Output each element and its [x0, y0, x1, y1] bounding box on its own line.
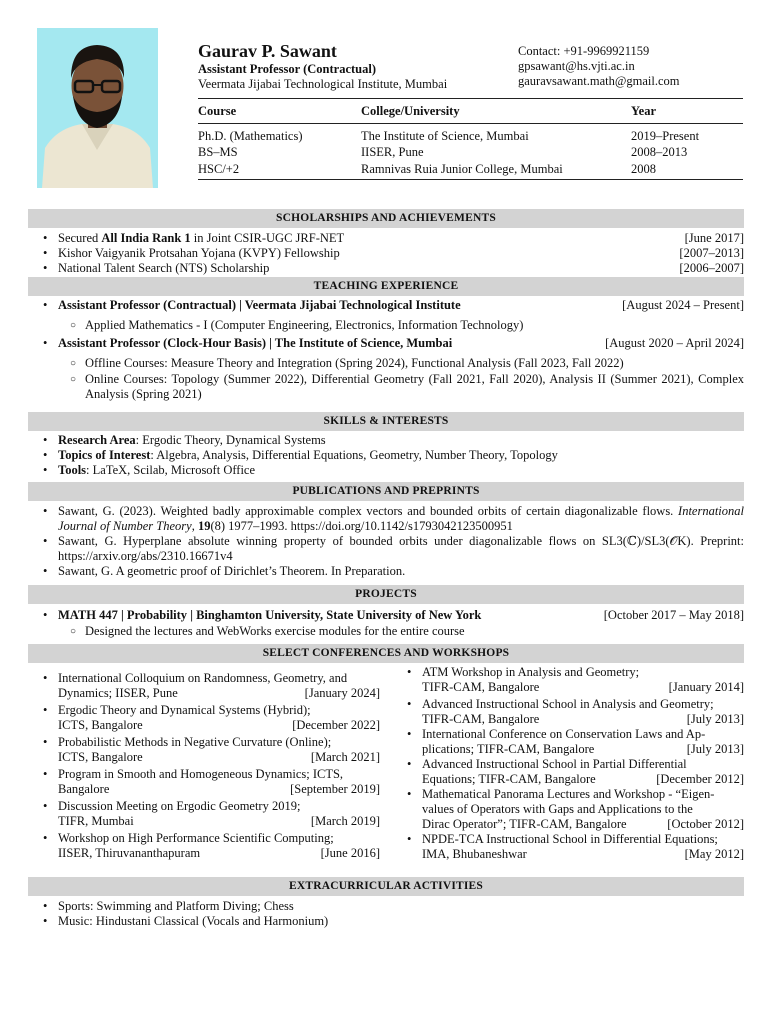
skills-section: [28, 412, 744, 478]
table-cell: The Institute of Science, Mumbai: [361, 128, 529, 143]
list-item: ○ Applied Mathematics - I (Computer Engineering, Electronics, Information Technology): [28, 318, 744, 333]
list-item: • Sports: Swimming and Platform Diving; Chess: [28, 899, 744, 914]
table-cell: IISER, Pune: [361, 145, 424, 159]
date-label: [2006–2007]: [679, 261, 744, 275]
date-label: [August 2020 – April 2024]: [605, 336, 744, 350]
list-item: • Advanced Instructional School in Partial Differential Equations; TIFR-CAM, Bangalore [December 2012]: [392, 757, 744, 787]
column-header: Course: [198, 104, 237, 118]
list-item: • Program in Smooth and Homogeneous Dynamics; ICTS, Bangalore [September 2019]: [28, 767, 380, 797]
table-cell: Ramnivas Ruia Junior College, Mumbai: [361, 161, 563, 176]
date-label: [2007–2013]: [679, 246, 744, 260]
list-item: • Probabilistic Methods in Negative Curvature (Online); ICTS, Bangalore [March 2021]: [28, 735, 380, 765]
table-cell: BS–MS: [198, 145, 238, 159]
list-item: ○ Online Courses: Topology (Summer 2022), Differential Geometry (Fall 2021, Fall 2020), Analysis II (Summer 2021), Complex Analysis (Spring 2021): [28, 372, 744, 402]
job-title: Assistant Professor (Contractual): [198, 62, 376, 76]
section-title: TEACHING EXPERIENCE: [28, 277, 744, 296]
list-item: • Advanced Instructional School in Analysis and Geometry; TIFR-CAM, Bangalore [July 2013]: [392, 697, 744, 727]
table-cell: Ph.D. (Mathematics): [198, 128, 303, 143]
email-primary[interactable]: gpsawant@hs.vjti.ac.in: [518, 59, 635, 73]
list-item: • MATH 447 | Probability | Binghamton University, State University of New York [October 2017 – May 2018]: [28, 608, 744, 623]
list-item: • Music: Hindustani Classical (Vocals and Harmonium): [28, 914, 744, 929]
list-item: ○ Offline Courses: Measure Theory and Integration (Spring 2024), Functional Analysis (Fall 2023, Fall 2022): [28, 356, 744, 371]
list-item: • Sawant, G. (2023). Weighted badly approximable complex vectors and bounded orbits of certain diagonalizable flows. International Journal of Number Theory, 19(8) 1977–1993. https://doi.org/10.1142/s1793042123500951: [28, 504, 744, 534]
person-name: Gaurav P. Sawant: [198, 41, 337, 61]
list-item: • Topics of Interest: Algebra, Analysis, Differential Equations, Geometry, Number Theory, Topology: [28, 448, 744, 463]
section-title: PROJECTS: [28, 585, 744, 604]
column-header: College/University: [361, 104, 460, 118]
list-item: • Kishor Vaigyanik Protsahan Yojana (KVPY) Fellowship [2007–2013]: [28, 246, 744, 261]
list-item: • ATM Workshop in Analysis and Geometry; TIFR-CAM, Bangalore [January 2014]: [392, 665, 744, 695]
list-item: ○ Designed the lectures and WebWorks exercise modules for the entire course: [28, 624, 744, 639]
scholarships-section: [28, 209, 744, 276]
conferences-left-column: [28, 671, 380, 864]
section-title: PUBLICATIONS AND PREPRINTS: [28, 482, 744, 501]
teaching-section: [28, 277, 744, 402]
date-label: [June 2017]: [684, 231, 744, 245]
person-portrait-icon: [37, 28, 158, 188]
table-cell: 2008–2013: [631, 145, 688, 159]
list-item: • Sawant, G. A geometric proof of Dirichlet’s Theorem. In Preparation.: [28, 564, 744, 579]
date-label: [October 2017 – May 2018]: [603, 608, 744, 622]
conferences-section: [28, 644, 744, 864]
education-table: [198, 98, 743, 180]
publications-section: [28, 482, 744, 579]
projects-section: [28, 585, 744, 639]
list-item: • Discussion Meeting on Ergodic Geometry 2019; TIFR, Mumbai [March 2019]: [28, 799, 380, 829]
table-row: [198, 144, 743, 161]
header: [198, 40, 743, 180]
table-row: [198, 161, 743, 178]
section-title: EXTRACURRICULAR ACTIVITIES: [28, 877, 744, 896]
list-item: • Mathematical Panorama Lectures and Workshop - “Eigen- values of Operators with Gaps and Applications to the Dirac Operator”; TIFR-CAM, Bangalore [October 2012]: [392, 787, 744, 832]
list-item: • Assistant Professor (Clock-Hour Basis) | The Institute of Science, Mumbai [August 2020 – April 2024]: [28, 336, 744, 351]
profile-photo: [37, 28, 158, 188]
section-title: SCHOLARSHIPS AND ACHIEVEMENTS: [28, 209, 744, 228]
list-item: • International Conference on Conservation Laws and Ap- plications; TIFR-CAM, Bangalore [July 2013]: [392, 727, 744, 757]
extracurricular-section: [28, 877, 744, 929]
table-cell: 2019–Present: [631, 128, 700, 143]
list-item: • NPDE-TCA Instructional School in Differential Equations; IMA, Bhubaneshwar [May 2012]: [392, 832, 744, 862]
email-secondary[interactable]: gauravsawant.math@gmail.com: [518, 74, 680, 88]
list-item: • Research Area: Ergodic Theory, Dynamical Systems: [28, 433, 744, 448]
list-item: • National Talent Search (NTS) Scholarship [2006–2007]: [28, 261, 744, 276]
list-item: • International Colloquium on Randomness, Geometry, and Dynamics; IISER, Pune [January 2024]: [28, 671, 380, 701]
contact-phone: Contact: +91-9969921159: [518, 44, 650, 58]
list-item: • Ergodic Theory and Dynamical Systems (Hybrid); ICTS, Bangalore [December 2022]: [28, 703, 380, 733]
table-row: [198, 128, 743, 145]
conferences-right-column: [392, 665, 744, 864]
education-header-row: [198, 99, 743, 123]
list-item: • Secured All India Rank 1 in Joint CSIR-UGC JRF-NET [June 2017]: [28, 231, 744, 246]
column-header: Year: [631, 104, 656, 118]
list-item: • Assistant Professor (Contractual) | Veermata Jijabai Technological Institute [August 2024 – Present]: [28, 298, 744, 313]
list-item: • Tools: LaTeX, Scilab, Microsoft Office: [28, 463, 744, 478]
institute: Veermata Jijabai Technological Institute, Mumbai: [198, 77, 448, 91]
section-title: SKILLS & INTERESTS: [28, 412, 744, 431]
table-cell: HSC/+2: [198, 161, 240, 176]
date-label: [August 2024 – Present]: [622, 298, 744, 312]
list-item: • Sawant, G. Hyperplane absolute winning property of bounded orbits under diagonalizable flows on SL3(ℂ)/SL3(𝒪K). Preprint: https://arxiv.org/abs/2310.16671v4: [28, 534, 744, 564]
list-item: • Workshop on High Performance Scientific Computing; IISER, Thiruvananthapuram [June 2016]: [28, 831, 380, 861]
table-cell: 2008: [631, 161, 656, 176]
section-title: SELECT CONFERENCES AND WORKSHOPS: [28, 644, 744, 663]
